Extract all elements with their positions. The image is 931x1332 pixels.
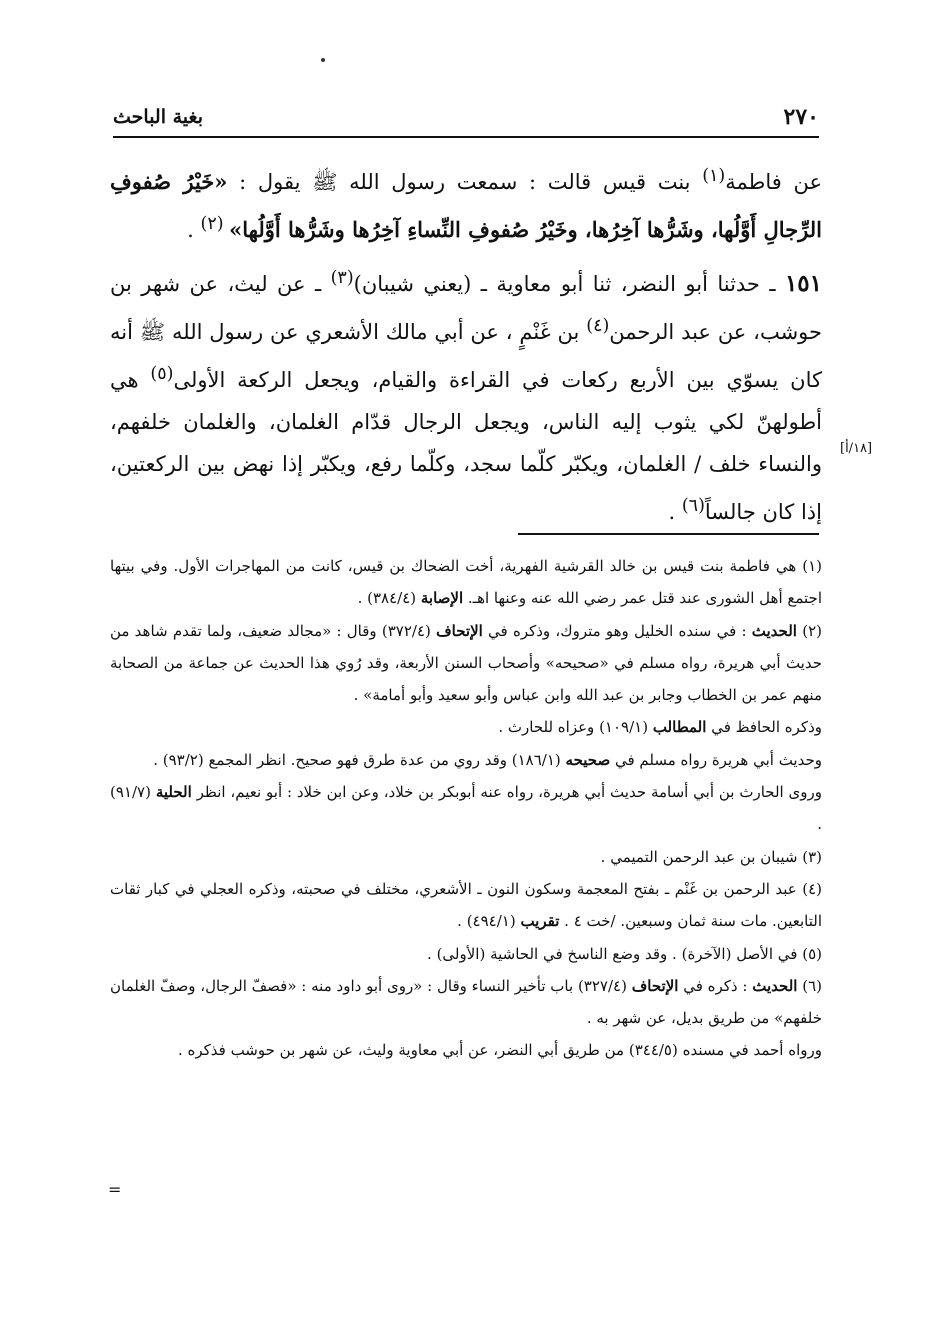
- text: : في سنده الخليل وهو متروك، وذكره في: [482, 621, 752, 640]
- footnote-5: [110, 938, 822, 970]
- text: وحديث أبي هريرة رواه مسلم في: [610, 750, 822, 769]
- keyword: الحديث: [751, 621, 797, 640]
- footnote-6: [110, 970, 822, 1035]
- hadith-number: ١٥١: [784, 270, 822, 297]
- text: بنت قيس قالت : سمعت رسول الله ﷺ يقول :: [227, 170, 703, 194]
- source-name: المطالب: [652, 718, 707, 737]
- footnote-ref: (٤): [586, 316, 610, 336]
- text: (٢): [796, 621, 822, 640]
- page-number: ٢٧٠: [783, 104, 819, 130]
- running-title: بغية الباحث: [113, 106, 203, 128]
- paragraph-hadith-151: [110, 257, 822, 533]
- footnote-ref: (٣): [330, 268, 354, 288]
- footnote-ref: (١): [702, 166, 726, 186]
- source-name: الإصابة: [420, 589, 464, 608]
- header-rule: [113, 136, 819, 138]
- source-name: الحلية: [155, 783, 192, 802]
- page-header: [113, 100, 819, 134]
- text: (٦): [797, 976, 822, 995]
- text: .: [668, 500, 682, 524]
- text: ـ حدثنا أبو النضر، ثنا أبو معاوية ـ (يعني شيبان): [353, 272, 785, 296]
- text: هي أطولهنّ لكي يثوب إليه الناس، ويجعل الرجال قدّام الغلمان، والغلمان خلفهم، والنساء خلف / الغلمان، ويكبّر كلّما سجد، وكلّما رفع، ويكبّر إذا نهض بين الركعتين، إذا كان جالساً: [110, 368, 822, 524]
- footnote-2: [110, 615, 822, 712]
- text: (١٨٦/١) وقد روي من عدة طرق فهو صحيح. انظر المجمع (٩٣/٢) .: [153, 750, 566, 769]
- continuation-mark: =: [108, 1180, 122, 1199]
- paragraph-1: [110, 155, 822, 251]
- text: (٣٧٢/٤) وقال : «مجالد ضعيف، ولما تقدم شاهد من حديث أبي هريرة، رواه مسلم في «صحيحه» وأصحاب السنن الأربعة، وقد رُوي هذا الحديث عن جماعة من الصحابة منهم عمر بن الخطاب وجابر بن عبد الله وابن عباس وأبو سعيد وأبو أمامة» .: [110, 621, 822, 705]
- scan-speck: [321, 58, 325, 62]
- footnote-2-cont: [110, 711, 822, 743]
- text: بن غَنْمٍ ، عن أبي مالك الأشعري عن رسول الله ﷺ أنه كان يسوّي بين الأربع ركعات في القراءة والقيام، ويجعل الركعة الأولى: [110, 320, 822, 392]
- footnote-ref: (٦): [681, 496, 705, 516]
- text: وذكره الحافظ في: [706, 718, 822, 737]
- text: (١٠٩/١) وعزاه للحارث .: [498, 718, 653, 737]
- text: (٣) شيبان بن عبد الرحمن التميمي .: [600, 847, 822, 866]
- footnote-2-cont: [110, 776, 822, 841]
- main-text: [110, 155, 822, 533]
- footnote-3: [110, 841, 822, 873]
- footnote-ref: (٢): [200, 214, 230, 234]
- text: (٥) في الأصل (الآخرة) . وقد وضع الناسخ في الحاشية (الأولى) .: [427, 944, 822, 963]
- text: (٩١/٧) .: [110, 783, 822, 834]
- text: (٤٩٤/١) .: [457, 912, 521, 931]
- text: (٤) عبد الرحمن بن غَنْم ـ بفتح المعجمة وسكون النون ـ الأشعري، مختلف في صحبته، وذكره العجلي في كبار ثقات التابعين. مات سنة ثمان وسبعين. /خت ٤ .: [110, 879, 822, 931]
- hadith-quote: «خَيْرُ صُفوفِ الرِّجالِ أَوَّلُها، وشَرُّها آخِرُها، وخَيْرُ صُفوفِ النِّساءِ آخِرُها وشَرُّها أَوَّلُها»: [110, 169, 822, 242]
- source-name: تقريب: [520, 912, 560, 931]
- text: وروى الحارث بن أبي أسامة حديث أبي هريرة، رواه عنه أبوبكر بن خلاد، وعن ابن خلاد : أبو نعيم، انظر: [191, 783, 823, 802]
- source-name: صحيحه: [565, 750, 611, 769]
- text: (٣٢٧/٤) باب تأخير النساء وقال : «روى أبو داود منه : «فصفّ الرجال، وصفّ الغلمان خلفهم» من طريق بديل، عن شهر به .: [110, 976, 822, 1028]
- manuscript-folio-ref: [١٨/أ]: [840, 441, 873, 456]
- footnote-2-cont: [110, 744, 822, 776]
- footnote-1: [110, 550, 822, 615]
- text: (١) هي فاطمة بنت قيس بن خالد القرشية الفهرية، أخت الضحاك بن قيس، كانت من المهاجرات الأول. وفي بيتها اجتمع أهل الشورى عند قتل عمر رضي الله عنه وعنها اهـ.: [110, 557, 822, 608]
- footnote-4: [110, 873, 822, 938]
- text: .: [187, 218, 201, 242]
- text: ـ عن ليث، عن شهر بن حوشب، عن عبد الرحمن: [110, 272, 823, 344]
- source-name: الإتحاف: [436, 621, 483, 640]
- footnote-rule: [518, 533, 819, 535]
- footnotes: [110, 550, 822, 1067]
- footnote-6-cont: [110, 1034, 822, 1066]
- text: : ذكره في: [678, 976, 753, 995]
- text: ورواه أحمد في مسنده (٣٤٤/٥) من طريق أبي النضر، عن أبي معاوية وليث، عن شهر بن حوشب فذكره .: [177, 1041, 822, 1060]
- text: عن فاطمة: [725, 170, 822, 194]
- source-name: الإتحاف: [631, 976, 679, 995]
- footnote-ref: (٥): [150, 364, 174, 384]
- text: (٣٨٤/٤) .: [357, 589, 421, 608]
- keyword: الحديث: [752, 976, 798, 995]
